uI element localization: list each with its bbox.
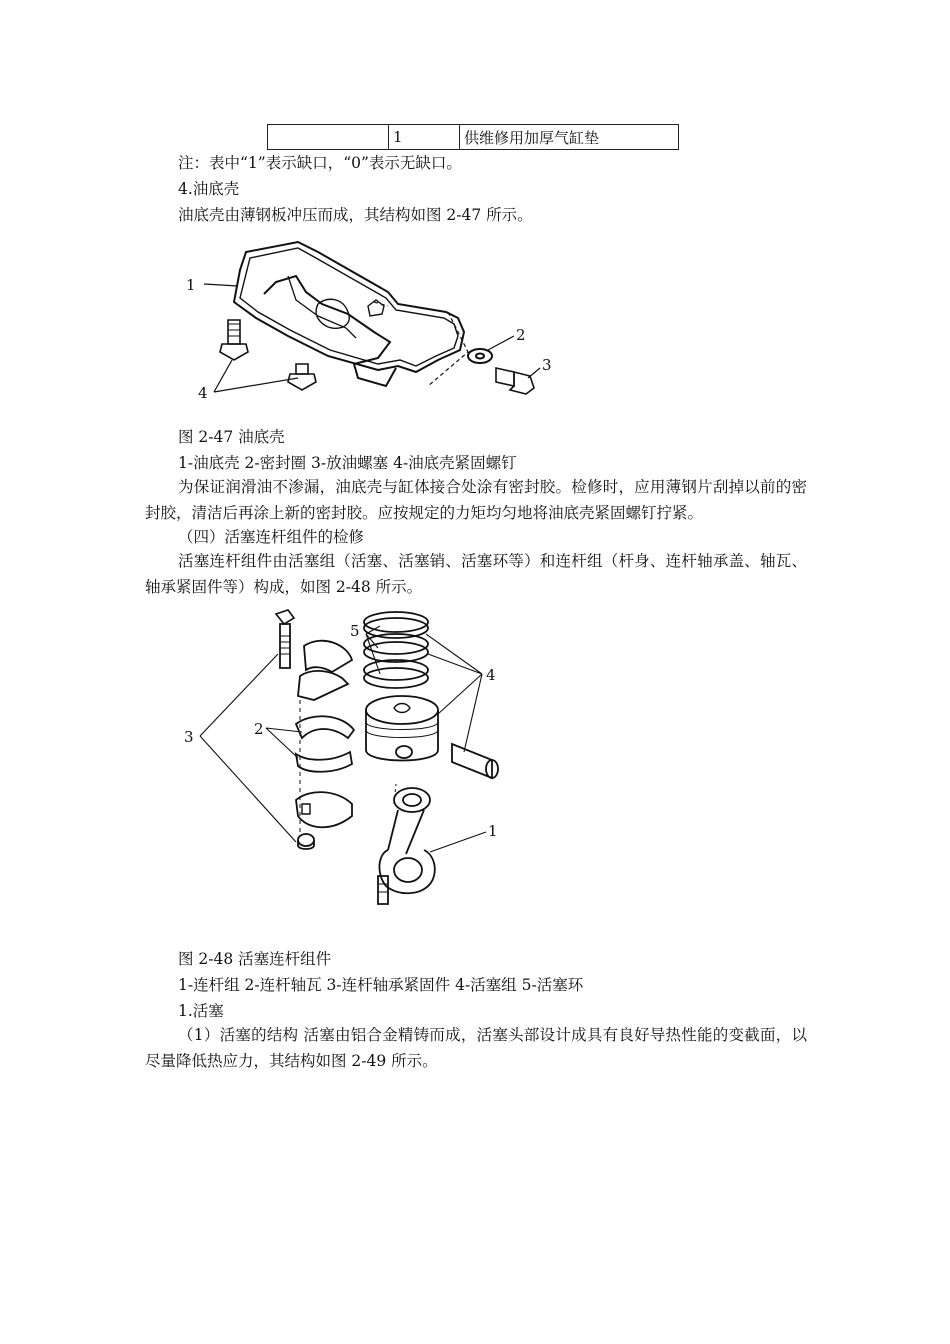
oil-pan-intro: 油底壳由薄钢板冲压而成，其结构如图 2-47 所示。 — [178, 206, 533, 224]
figure-caption-2-47: 图 2-47 油底壳 — [178, 428, 285, 446]
figure-legend-2-48: 1-连杆组 2-连杆轴瓦 3-连杆轴承紧固件 4-活塞组 5-活塞环 — [178, 976, 584, 994]
table-cell: 1 — [389, 125, 460, 150]
piston-rod-label-3: 3 — [184, 728, 194, 746]
figure-legend-2-47: 1-油底壳 2-密封圈 3-放油螺塞 4-油底壳紧固螺钉 — [178, 454, 517, 472]
piston-structure-paragraph: （1）活塞的结构 活塞由铝合金精铸而成，活塞头部设计成具有良好导热性能的变截面，以尽量降低热应力，其结构如图 2-49 所示。 — [145, 1026, 807, 1070]
table-note: 注：表中“1”表示缺口，“0”表示无缺口。 — [178, 154, 462, 172]
section-heading-piston-rod: （四）活塞连杆组件的检修 — [178, 528, 365, 546]
sub-heading-piston: 1.活塞 — [178, 1002, 224, 1020]
section-heading-oil-pan: 4.油底壳 — [178, 180, 240, 198]
oil-pan-label-2: 2 — [516, 326, 526, 344]
oil-pan-label-1: 1 — [186, 276, 196, 294]
piston-rod-intro: 活塞连杆组件由活塞组（活塞、活塞销、活塞环等）和连杆组（杆身、连杆轴承盖、轴瓦、轴承紧固件等）构成，如图 2-48 所示。 — [145, 552, 807, 596]
oil-pan-figure — [178, 232, 568, 408]
piston-rod-figure — [182, 604, 512, 924]
oil-pan-label-4: 4 — [198, 384, 208, 402]
oil-pan-label-3: 3 — [542, 356, 552, 374]
table-row — [268, 125, 679, 150]
figure-caption-2-48: 图 2-48 活塞连杆组件 — [178, 950, 332, 968]
piston-rod-label-5: 5 — [350, 622, 360, 640]
piston-rod-label-1: 1 — [488, 822, 498, 840]
table-cell — [268, 125, 389, 150]
gasket-table — [267, 124, 679, 150]
piston-rod-label-2: 2 — [254, 720, 264, 738]
piston-rod-label-4: 4 — [486, 666, 496, 684]
table-cell: 供维修用加厚气缸垫 — [460, 125, 679, 150]
oil-pan-paragraph: 为保证润滑油不渗漏，油底壳与缸体接合处涂有密封胶。检修时，应用薄钢片刮掉以前的密封胶，清洁后再涂上新的密封胶。应按规定的力矩均匀地将油底壳紧固螺钉拧紧。 — [145, 478, 807, 522]
